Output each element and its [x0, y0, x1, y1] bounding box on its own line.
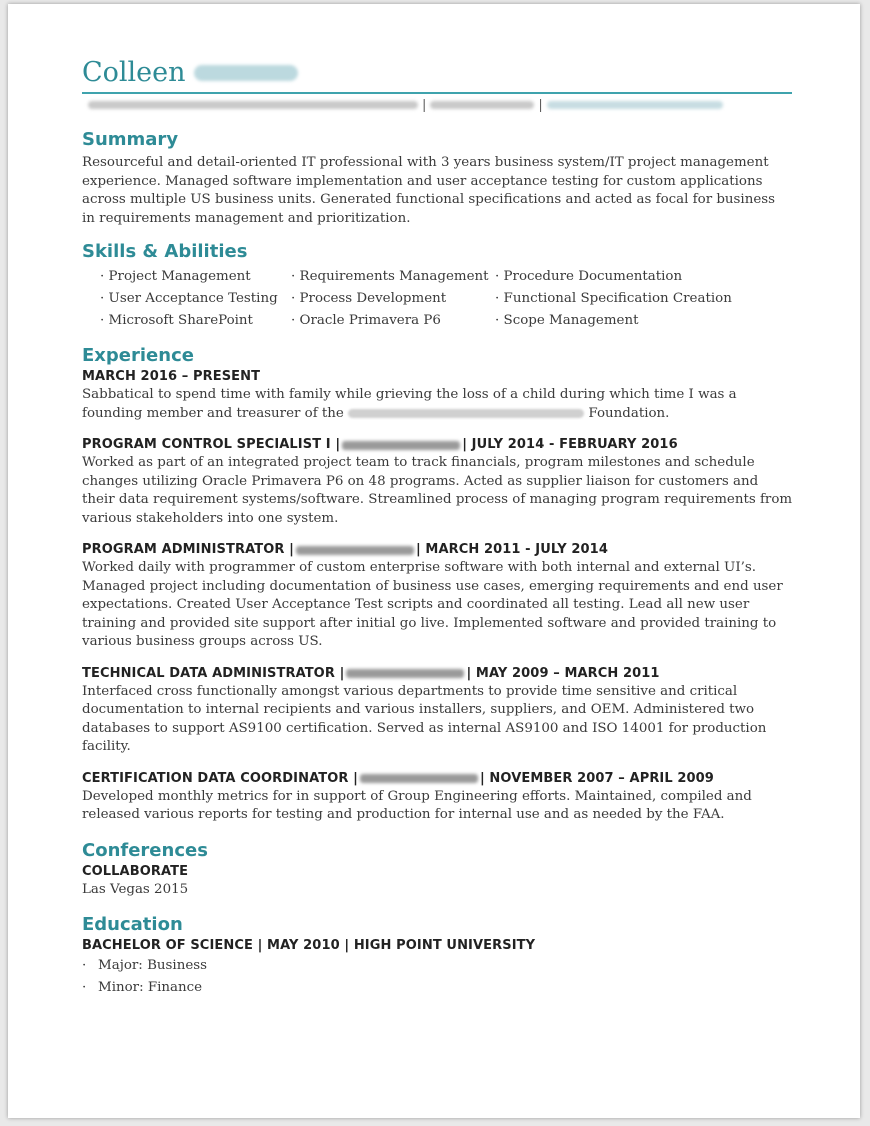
- job-entry: [82, 770, 794, 825]
- skills-list: [100, 266, 794, 332]
- skill-item: · Project Management: [100, 269, 251, 284]
- contact-separator: |: [538, 97, 543, 113]
- skills-heading: Skills & Abilities: [82, 241, 248, 262]
- skill-item: · Functional Specification Creation: [495, 291, 732, 306]
- skill-item: · Microsoft SharePoint: [100, 313, 253, 328]
- job-title: TECHNICAL DATA ADMINISTRATOR | | MAY 2009 – MARCH 2011: [82, 665, 660, 681]
- skill-item: · Process Development: [291, 291, 447, 306]
- job-title: PROGRAM ADMINISTRATOR | | MARCH 2011 - JULY 2014: [82, 542, 608, 557]
- conferences-heading: Conferences: [82, 839, 208, 861]
- education-item: · Major: Business: [82, 958, 207, 973]
- experience-heading: Experience: [82, 345, 194, 366]
- skill-item: · Oracle Primavera P6: [291, 313, 441, 328]
- skill-item: · Scope Management: [495, 313, 639, 328]
- job-description: Developed monthly metrics for in support of Group Engineering efforts. Maintained, compiled and released various reports for testing and production for internal use and as needed by the FAA.: [82, 788, 752, 822]
- resume-page: [8, 4, 860, 1118]
- redacted-company: [360, 774, 478, 783]
- redacted-address: [88, 101, 418, 109]
- job-entry: [82, 665, 794, 757]
- redacted-company: [346, 669, 464, 678]
- job-description: Worked as part of an integrated project team to track financials, program milestones and schedule changes utilizing Oracle Primavera P6 on 48 programs. Acted as supplier liaison for customers and their data requirement systems/software. Streamlined process of managing program requirements from various stakeholders into one system.: [82, 455, 793, 526]
- job-entry: [82, 368, 794, 423]
- first-name: Colleen: [82, 57, 186, 88]
- redacted-email: [547, 101, 723, 109]
- redacted-last-name: [194, 65, 298, 81]
- conference-name: COLLABORATE: [82, 863, 189, 879]
- job-title: CERTIFICATION DATA COORDINATOR | | NOVEMBER 2007 – APRIL 2009: [82, 770, 714, 786]
- candidate-name: [82, 56, 794, 90]
- redacted-company: [342, 441, 460, 450]
- contact-line: [82, 96, 794, 114]
- contact-separator: |: [422, 97, 427, 113]
- job-title: PROGRAM CONTROL SPECIALIST I | | JULY 2014 - FEBRUARY 2016: [82, 437, 678, 452]
- job-description: Worked daily with programmer of custom enterprise software with both internal and external UI’s. Managed project including documentation of business use cases, emerging requirements and end user expectations. Created User Acceptance Test scripts and coordinated all testing. Lead all new user training and provided site support after initial go live. Implemented software and provided training to various business groups across US.: [82, 560, 783, 649]
- redacted-company: [296, 546, 414, 555]
- education-item: · Minor: Finance: [82, 980, 203, 995]
- job-entry: [82, 541, 794, 652]
- job-description: Sabbatical to spend time with family while grieving the loss of a child during which time I was a founding member and treasurer of the Foundation.: [82, 387, 737, 421]
- degree-line: BACHELOR OF SCIENCE | MAY 2010 | HIGH POINT UNIVERSITY: [82, 938, 536, 953]
- job-title: MARCH 2016 – PRESENT: [82, 369, 261, 384]
- conference-detail: Las Vegas 2015: [82, 881, 189, 897]
- redacted-foundation-name: [348, 409, 584, 418]
- resume-content: [82, 56, 794, 999]
- skill-item: · Requirements Management: [291, 269, 489, 284]
- summary-text: Resourceful and detail-oriented IT professional with 3 years business system/IT project management experience. Managed software implementation and user acceptance testing for custom applications across multiple US business units. Generated functional specifications and acted as focal for business in requirements management and prioritization.: [82, 155, 775, 226]
- summary-heading: Summary: [82, 129, 179, 150]
- skill-item: · User Acceptance Testing: [100, 291, 278, 306]
- job-entry: [82, 436, 794, 528]
- skill-item: · Procedure Documentation: [495, 269, 683, 284]
- header-rule: [82, 92, 792, 94]
- job-description: Interfaced cross functionally amongst various departments to provide time sensitive and critical documentation to internal recipients and various installers, suppliers, and OEM. Administered two databases to support AS9100 certification. Served as internal AS9100 and ISO 14001 for production facility.: [82, 683, 767, 754]
- redacted-phone: [430, 101, 534, 109]
- education-heading: Education: [82, 914, 183, 935]
